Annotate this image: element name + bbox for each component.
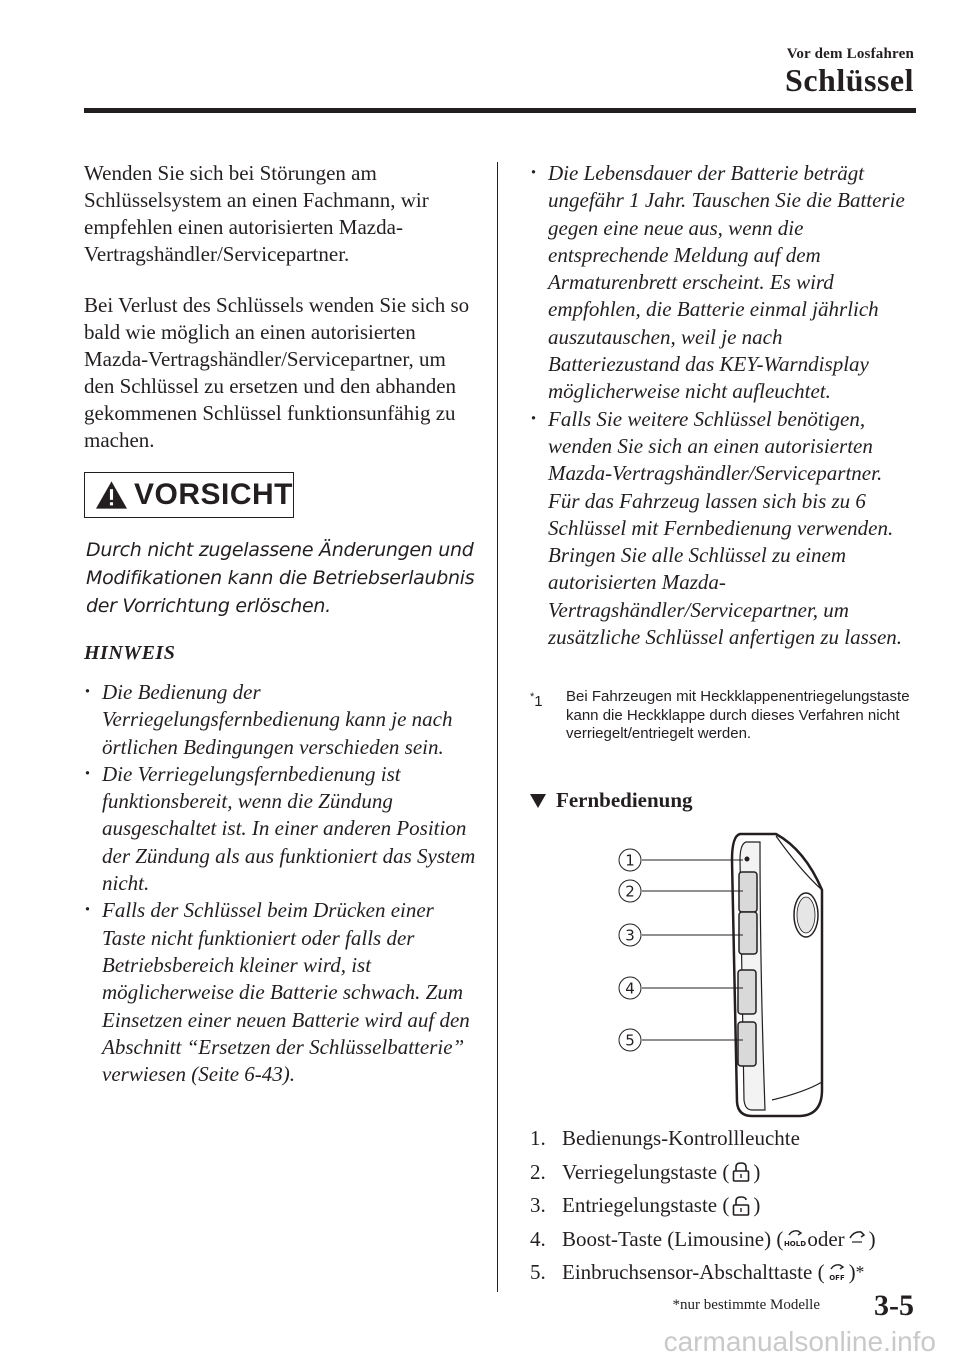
svg-text:4: 4 <box>625 979 635 998</box>
column-divider <box>497 162 498 1292</box>
list-item: 4. Boost-Taste (Limousine) ( HOLD oder ) <box>530 1226 876 1251</box>
callout-2 <box>619 880 641 902</box>
lock-icon <box>730 1161 752 1183</box>
svg-text:1: 1 <box>625 851 635 870</box>
warning-text: Durch nicht zugelassene Änderungen und Modifikationen kann die Betriebserlaubnis der Vorrichtung erlöschen. <box>86 539 475 617</box>
remote-key-figure <box>600 830 840 1120</box>
intro-paragraph: Wenden Sie sich bei Störungen am Schlüsselsystem an einen Fachmann, wir empfehlen einen autorisierten Mazda-Vertragshändler/Servicepartner. <box>84 161 429 266</box>
svg-text:2: 2 <box>625 882 635 901</box>
list-item: · Falls Sie weitere Schlüssel benötigen, wenden Sie sich an einen autorisierten Mazda-Vertragshändler/Servicepartner. Für das Fahrzeug lassen sich bis zu 6 Schlüssel mit Fernbedienung verwenden. Bringen Sie alle Schlüssel zu einem autorisierten Mazda-Vertragshändler/Servicepartner, um zusätzliche Schlüssel anfertigen zu lassen. <box>530 406 910 652</box>
note-list-left <box>84 679 482 1088</box>
svg-text:OFF: OFF <box>828 1273 845 1282</box>
parts-list <box>530 1122 876 1290</box>
svg-text:3: 3 <box>625 926 635 945</box>
callout-4 <box>619 977 641 999</box>
section-label: Vor dem Losfahren <box>786 46 914 62</box>
intrusion-sensor-off-icon <box>826 1262 848 1284</box>
svg-text:5: 5 <box>625 1031 635 1050</box>
callout-5 <box>619 1029 641 1051</box>
list-item: 2. Verriegelungstaste ( ) <box>530 1159 761 1184</box>
note-list-right <box>530 160 910 651</box>
page-number: 3-5 <box>874 1289 914 1322</box>
footer-note: *nur bestimmte Modelle <box>672 1297 820 1313</box>
trunk-hold-icon <box>784 1228 806 1250</box>
warning-label: VORSICHT <box>133 478 293 511</box>
list-item: · Die Verriegelungsfernbedienung ist funktionsbereit, wenn die Zündung ausgeschaltet ist. In einer anderen Position der Zündung als aus funktioniert das System nicht. <box>84 761 482 897</box>
list-item: · Falls der Schlüssel beim Drücken einer Taste nicht funktioniert oder falls der Betriebsbereich kleiner wird, ist möglicherweise die Batterie schwach. Zum Einsetzen einer neuen Batterie wird auf den Abschnitt “Ersetzen der Schlüsselbatterie” verwiesen (Seite 6-43). <box>84 897 482 1088</box>
footnote-marker: *1 <box>530 691 543 710</box>
footnote <box>530 688 910 744</box>
note-title: HINWEIS <box>84 642 176 664</box>
list-item: · Die Bedienung der Verriegelungsfernbedienung kann je nach örtlichen Bedingungen verschieden sein. <box>84 679 482 761</box>
header-rule <box>84 108 916 113</box>
callout-3 <box>619 924 641 946</box>
list-item: · Die Lebensdauer der Batterie beträgt ungefähr 1 Jahr. Tauschen Sie die Batterie gegen eine neue aus, wenn die entsprechende Meldung auf dem Armaturenbrett erscheint. Es wird empfohlen, die Batterie einmal jährlich auszutauschen, weil je nach Batteriezustand das KEY-Warndisplay möglicherweise nicht aufleuchtet. <box>530 160 910 406</box>
list-item: 5. Einbruchsensor-Abschalttaste ( OFF ) * <box>530 1260 865 1284</box>
callout-1 <box>619 849 641 871</box>
warning-triangle-icon <box>95 480 128 510</box>
list-item: 3. Entriegelungstaste ( ) <box>530 1193 761 1217</box>
trunk-icon <box>846 1228 868 1250</box>
warning-box <box>84 472 294 518</box>
unlock-icon <box>730 1195 752 1217</box>
watermark: carmanualsonline.info <box>663 1326 936 1357</box>
footnote-text: Bei Fahrzeugen mit Heckklappenentriegelungstaste kann die Heckklappe durch dieses Verfahren nicht verriegelt/entriegelt werden. <box>566 688 910 742</box>
list-item: 1. Bedienungs-Kontrollleuchte <box>530 1126 800 1150</box>
svg-text:HOLD: HOLD <box>784 1240 807 1249</box>
triangle-down-icon <box>530 794 546 808</box>
lost-key-paragraph: Bei Verlust des Schlüssels wenden Sie sich so bald wie möglich an einen autorisierten Mazda-Vertragshändler/Servicepartner, um den Schlüssel zu ersetzen und den abhanden gekommenen Schlüssel funktionsunfähig zu machen. <box>84 293 470 452</box>
page-title: Schlüssel <box>785 62 914 98</box>
subsection-heading: Fernbedienung <box>530 788 693 813</box>
